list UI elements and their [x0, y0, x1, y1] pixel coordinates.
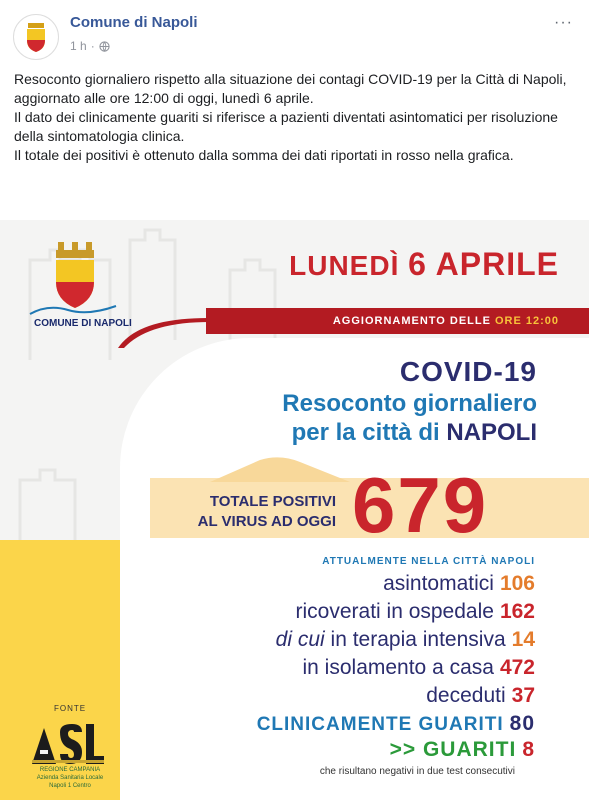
stat-label-italic: di cui	[275, 628, 325, 651]
stat-row-intensive-care	[276, 628, 535, 652]
report-subtitle: Resoconto giornaliero	[282, 390, 537, 417]
total-line2: AL VIRUS AD OGGI	[197, 513, 336, 530]
post-meta	[70, 39, 110, 53]
wave-icon	[28, 302, 118, 316]
stat-value: 106	[499, 572, 535, 595]
post-paragraph: Il totale dei positivi è ottenuto dalla somma dei dati riportati in rosso nella grafica.	[14, 147, 514, 163]
post-paragraph: Il dato dei clinicamente guariti si riferisce a pazienti diventati asintomatici per risoluzione della sintomatologia clinica.	[14, 109, 558, 144]
comune-label: COMUNE DI NAPOLI	[34, 318, 132, 329]
covid-title: COVID-19	[399, 356, 537, 387]
update-banner	[206, 308, 589, 334]
page-name-link[interactable]: Comune di Napoli	[70, 14, 198, 31]
covid-report-image[interactable]	[0, 220, 589, 800]
stat-value: 472	[499, 656, 535, 679]
post-time[interactable]: 1 h	[70, 39, 87, 53]
total-positive-value: 679	[352, 461, 489, 549]
stat-row-deceased	[426, 684, 535, 708]
stat-row-asymptomatic	[383, 572, 535, 596]
stat-label: >> GUARITI	[389, 738, 517, 761]
total-word: TOTALE	[209, 493, 269, 510]
current-city-header: ATTUALMENTE NELLA CITTÀ NAPOLI	[322, 556, 535, 567]
recovered-note: che risultano negativi in due test consecutivi	[319, 766, 515, 777]
page-avatar[interactable]	[13, 14, 59, 60]
post-paragraph: Resoconto giornaliero rispetto alla situazione dei contagi COVID-19 per la Città di Napoli, aggiornato alle ore 12:00 di oggi, lunedì 6 aprile.	[14, 71, 567, 106]
globe-icon	[99, 41, 110, 52]
stat-row-recovered	[390, 738, 535, 762]
asl-logo	[30, 720, 106, 766]
asl-caption: REGIONE CAMPANIA Azienda Sanitaria Locale Napoli 1 Centro	[36, 767, 104, 789]
stat-label: in terapia intensiva	[330, 628, 506, 651]
date-day: 6 APRILE	[408, 246, 559, 282]
stat-value: 37	[511, 684, 535, 707]
post-text	[14, 70, 574, 165]
report-city-line	[292, 419, 537, 447]
positive-word: POSITIVI	[272, 493, 336, 510]
stat-value: 162	[499, 600, 535, 623]
stat-value: 14	[511, 628, 535, 651]
total-positive-label	[176, 492, 336, 532]
stat-label: CLINICAMENTE GUARITI	[256, 714, 504, 735]
report-date	[289, 246, 559, 283]
stat-row-hospitalized	[296, 600, 536, 624]
update-label: AGGIORNAMENTO DELLE	[332, 315, 491, 327]
stat-row-clinically-recovered	[257, 712, 535, 736]
more-options-icon[interactable]: ···	[554, 14, 573, 31]
crest-icon	[14, 15, 58, 59]
stat-row-home-isolation	[303, 656, 536, 680]
separator-dot: ·	[90, 39, 95, 53]
stat-label: asintomatici	[383, 572, 494, 595]
stat-label: deceduti	[426, 684, 506, 707]
city-prefix: per la città di	[291, 419, 440, 446]
stat-label: in isolamento a casa	[302, 656, 494, 679]
stat-label: ricoverati in ospedale	[295, 600, 494, 623]
date-weekday: LUNEDÌ	[289, 250, 400, 281]
update-time: ORE 12:00	[494, 315, 559, 327]
city-name: NAPOLI	[446, 419, 537, 446]
stat-value: 80	[509, 712, 535, 735]
post-header	[0, 0, 589, 70]
stat-value: 8	[522, 738, 535, 761]
source-label: FONTE	[54, 704, 87, 713]
